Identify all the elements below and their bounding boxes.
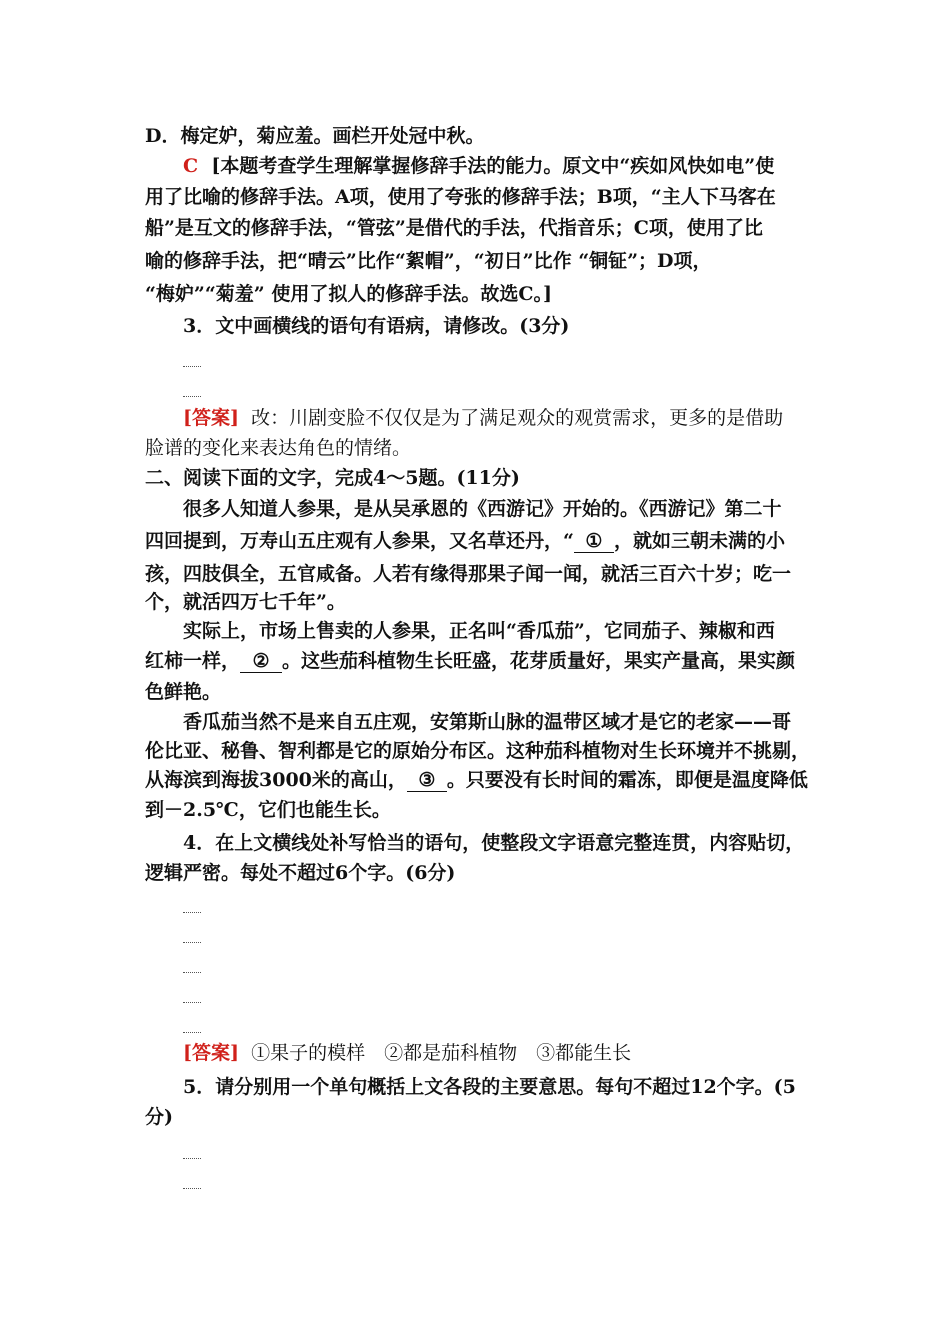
question-4-line-2: 逻辑严密。每处不超过6个字。(6分)	[145, 862, 456, 884]
blank-2: ②	[240, 650, 282, 673]
explanation-line-4: 喻的修辞手法，把“晴云”比作“絮帽”，“初日”比作 “铜钲”；D项，	[145, 250, 712, 272]
passage-p1-line-3: 孩，四肢俱全，五官咸备。人若有缘得那果子闻一闻，就活三百六十岁；吃一	[145, 563, 792, 585]
passage-p3-line-2: 伦比亚、秘鲁、智利都是它的原始分布区。这种茄科植物对生长环境并不挑剔，	[145, 740, 811, 762]
explanation-line-3: 船”是互文的修辞手法，“管弦”是借代的手法，代指音乐；C项，使用了比	[145, 217, 763, 239]
q3-answer-line-2: 脸谱的变化来表达角色的情绪。	[145, 437, 412, 459]
answer-blank-line	[183, 1032, 201, 1033]
option-d: D．梅定妒，菊应羞。画栏开处冠中秋。	[145, 125, 485, 147]
section-heading: 二、阅读下面的文字，完成4～5题。(11分)	[145, 467, 520, 489]
passage-p3-line-4: 到－2.5℃，它们也能生长。	[145, 799, 391, 821]
answer-blank-line	[183, 1158, 201, 1159]
passage-p2-line-1: 实际上，市场上售卖的人参果，正名叫“香瓜茄”，它同茄子、辣椒和西	[183, 620, 775, 642]
answer-blank-line	[183, 912, 201, 913]
answer-letter: C	[183, 155, 199, 177]
explanation-line-5: “梅妒”“菊羞” 使用了拟人的修辞手法。故选C。]	[145, 283, 552, 305]
explanation-line-1: C [本题考查学生理解掌握修辞手法的能力。原文中“疾如风快如电”使	[183, 155, 775, 177]
answer-tag: [答案]	[183, 1042, 239, 1064]
answer-blank-line	[183, 1002, 201, 1003]
passage-p1-line-1: 很多人知道人参果，是从吴承恩的《西游记》开始的。《西游记》第二十	[183, 498, 782, 520]
passage-p3-line-3: 从海滨到海拔3000米的高山， ③ 。只要没有长时间的霜冻，即便是温度降低	[145, 769, 808, 791]
passage-p2-line-2: 红柿一样， ② 。这些茄科植物生长旺盛，花芽质量好，果实产量高，果实颜	[145, 650, 796, 672]
passage-p1-line-4: 个，就活四万七千年”。	[145, 591, 346, 613]
answer-blank-line	[183, 366, 201, 367]
question-3: 3．文中画横线的语句有语病，请修改。(3分)	[183, 315, 570, 337]
answer-blank-line	[183, 396, 201, 397]
answer-blank-line	[183, 942, 201, 943]
explanation-line-2: 用了比喻的修辞手法。A项，使用了夸张的修辞手法；B项，“主人下马客在	[145, 186, 776, 208]
q3-answer-line-1: [答案] 改：川剧变脸不仅仅是为了满足观众的观赏需求，更多的是借助	[183, 407, 784, 429]
blank-1: ①	[574, 530, 614, 553]
passage-p1-line-2: 四回提到，万寿山五庄观有人参果，又名草还丹，“ ① ，就如三朝未满的小	[145, 530, 785, 552]
question-5-line-2: 分)	[145, 1106, 173, 1128]
answer-blank-line	[183, 1188, 201, 1189]
question-5-line-1: 5．请分别用一个单句概括上文各段的主要意思。每句不超过12个字。(5	[183, 1076, 796, 1098]
q4-answer: [答案] ①果子的模样 ②都是茄科植物 ③都能生长	[183, 1042, 632, 1064]
passage-p3-line-1: 香瓜茄当然不是来自五庄观，安第斯山脉的温带区域才是它的老家——哥	[183, 711, 792, 733]
blank-3: ③	[407, 769, 447, 792]
answer-tag: [答案]	[183, 407, 239, 429]
question-4-line-1: 4．在上文横线处补写恰当的语句，使整段文字语意完整连贯，内容贴切，	[183, 832, 805, 854]
answer-blank-line	[183, 972, 201, 973]
passage-p2-line-3: 色鲜艳。	[145, 681, 222, 703]
